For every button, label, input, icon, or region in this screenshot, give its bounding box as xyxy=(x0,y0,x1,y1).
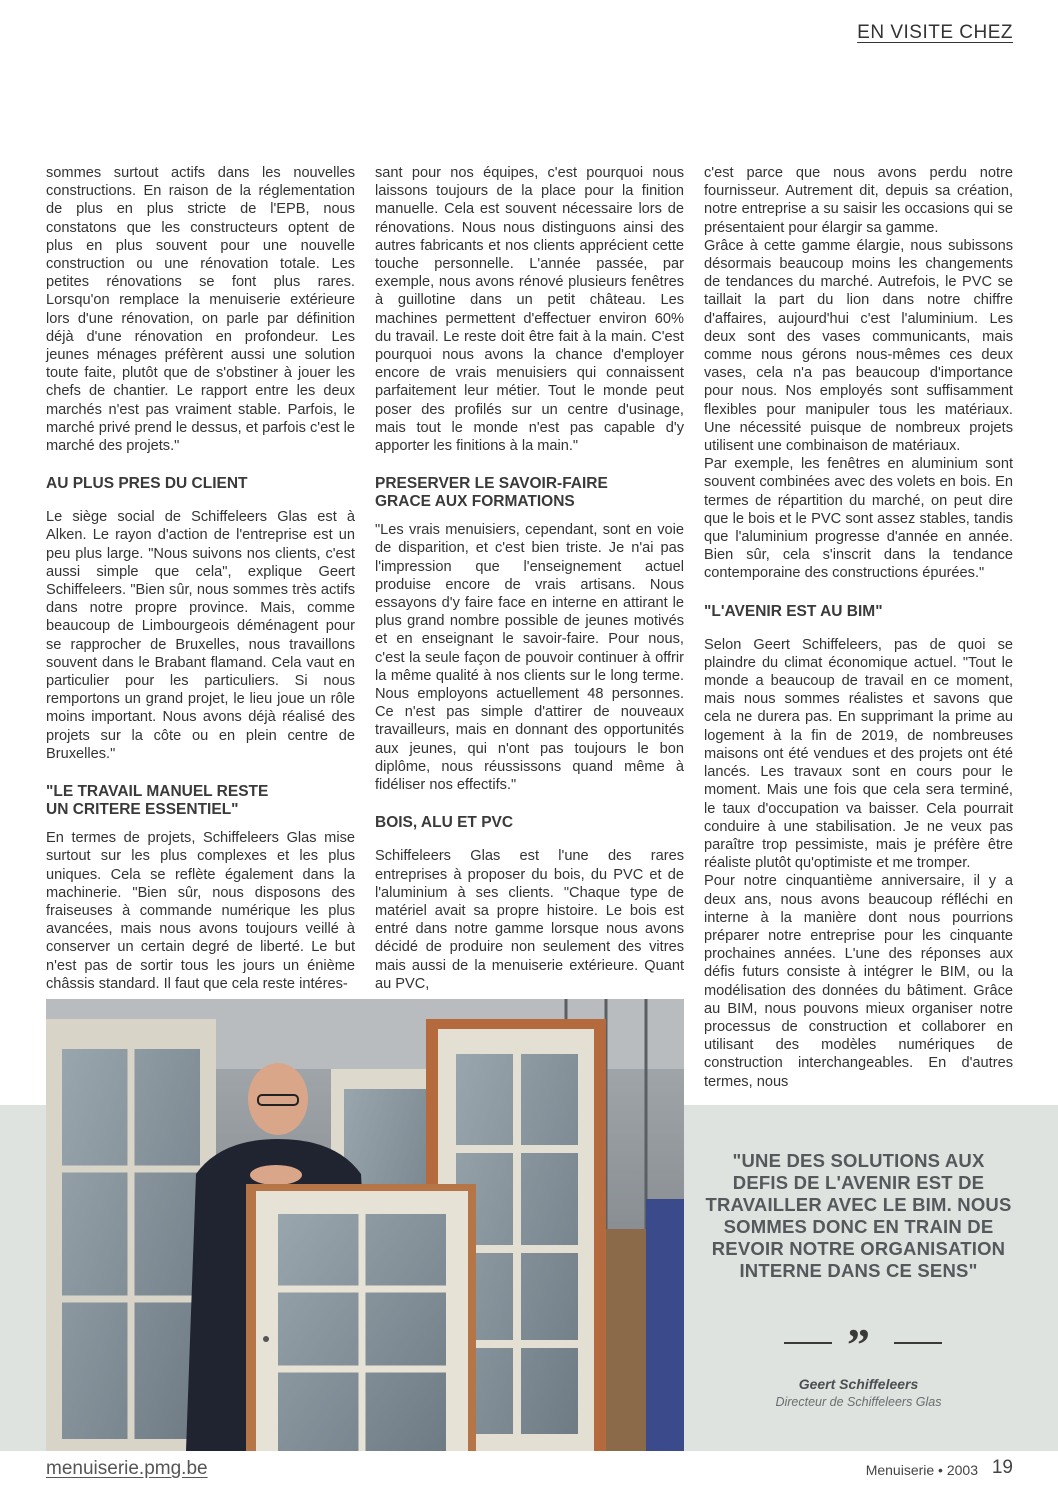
footer-issue-label: Menuiserie • 2003 xyxy=(865,1462,978,1478)
paragraph: sommes surtout actifs dans les nouvelles constructions. En raison de la réglementation de plus en plus stricte de l'EPB, nous constatons que les constructeurs optent de plus en plus souvent pour une nouvelle construction ou une rénovation totale. Les petites rénovations se font plus rares. Lorsqu'on remplace la menuiserie extérieure lors d'une rénovation, on parle par définition déjà d'une rénovation en profondeur. Les jeunes ménages préfèrent aussi une solution toute faite, plutôt que de s'obstiner à jouer les chefs de chantier. Le rapport entre les deux marchés n'est pas vraiment stable. Parfois, le marché privé prend le dessus, et parfois c'est le marché des projets." xyxy=(46,165,355,455)
paragraph: Selon Geert Schiffeleers, pas de quoi se plaindre du climat économique actuel. "Tout le monde a beaucoup de travail en ce moment, mais nous sommes réalistes et savons que cela ne durera pas. En supprimant la prime au logement à la fin de 2019, de nombreuses maisons ont été vendues et des projets ont été lancés. Les travaux sont en cours pour le moment. Mais une fois que cela sera terminé, le taux d'occupation va baisser. Cela pourrait conduire à une stabilisation. Je ne veux pas paraître trop pessimiste, mais je préfère être réaliste plutôt qu'optimiste et me tromper. xyxy=(704,636,1013,872)
paragraph: Pour notre cinquantième anniversaire, il y a deux ans, nous avons beaucoup réfléchi en interne à la manière dont nous pourrions préparer notre entreprise pour les cinquante prochaines années. L'une des réponses aux défis futurs consiste à intégrer le BIM, ou la modélisation des données du bâtiment. Grâce au BIM, nous pouvons mieux organiser notre processus de construction et collaborer en utilisant des modèles numériques de construction interchangeables. En d'autres termes, nous xyxy=(704,873,1013,1090)
subheading-bois-alu-pvc: BOIS, ALU ET PVC xyxy=(375,814,514,832)
pull-quote-text: "UNE DES SOLUTIONS AUX DEFIS DE L'AVENIR EST DE TRAVAILLER AVEC LE BIM. NOUS SOMMES DONC EN TRAIN DE REVOIR NOTRE ORGANISATION INTERNE DANS CE SENS" xyxy=(705,1150,1012,1281)
article-photo xyxy=(46,999,684,1451)
quote-author-role: Directeur de Schiffeleers Glas xyxy=(775,1395,942,1409)
paragraph: sant pour nos équipes, c'est pourquoi nous laissons toujours de la place pour la finition manuelle. Cela est souvent nécessaire lors de rénovations. Nous nous distinguons ainsi des autres fabricants et nos clients apprécient cette touche personnelle. L'année passée, par exemple, nous avons rénové plusieurs fenêtres à guillotine dans un petit château. Les machines permettent d'effectuer environ 60% du travail. Le reste doit être fait à la main. C'est pourquoi nous avons la chance d'employer encore de vrais menuisiers qui connaissent parfaitement leur métier. Tout le monde peut poser des profilés sur un centre d'usinage, mais tout le monde n'est pas capable d'y apporter les finitions à la main." xyxy=(375,165,684,455)
subheading-line: GRACE AUX FORMATIONS xyxy=(375,493,575,511)
paragraph: En termes de projets, Schiffeleers Glas mise surtout sur les plus complexes et les plus uniques. Cela se reflète également dans la machinerie. "Bien sûr, nous disposons des fraiseuses à commande numérique les plus avancées, mais nous avons toujours veillé à conserver un certain degré de liberté. Le but n'est pas de sortir tous les jours un énième châssis standard. Il faut que cela reste intéres- xyxy=(46,830,355,992)
subheading-travail-manuel xyxy=(46,783,355,819)
paragraph: Par exemple, les fenêtres en aluminium sont souvent combinées avec des volets en bois. En termes de répartition du marché, on peut dire que le bois et le PVC sont assez stables, tandis que l'aluminium progresse d'année en année. Bien sûr, cela s'inscrit dans la tendance contemporaine des constructions épurées." xyxy=(704,456,1013,582)
pull-quote xyxy=(704,1150,1013,1282)
page-number: 19 xyxy=(991,1457,1013,1478)
subheading-au-plus-pres: AU PLUS PRES DU CLIENT xyxy=(46,475,248,493)
subheading-line: "LE TRAVAIL MANUEL RESTE xyxy=(46,783,269,801)
quote-divider xyxy=(784,1319,942,1370)
article-column-3 xyxy=(704,164,1013,1091)
subheading-savoir-faire xyxy=(375,475,684,511)
subheading-line: PRESERVER LE SAVOIR-FAIRE xyxy=(375,475,608,493)
section-label: EN VISITE CHEZ xyxy=(857,22,1013,43)
paragraph: Grâce à cette gamme élargie, nous subissons désormais beaucoup moins les changements de tendances du marché. Autrefois, le PVC se taillait la part du lion dans notre chiffre d'affaires, aujourd'hui c'est l'aluminium. Les deux sont des vases communicants, mais comme nous gérons nous-mêmes ces deux vases, cela n'a pas beaucoup d'importance pour nous. Nos employés sont suffisamment flexibles pour manipuler tous les matériaux. Une nécessité puisque de nombreux projets utilisent une combinaison de matériaux. xyxy=(704,237,1013,455)
subheading-line: UN CRITERE ESSENTIEL" xyxy=(46,801,239,819)
quote-divider-line xyxy=(784,1342,832,1344)
paragraph: c'est parce que nous avons perdu notre fournisseur. Autrement dit, depuis sa création, notre entreprise a su saisir les occasions qui se présentaient pour élargir sa gamme. xyxy=(704,165,1013,236)
footer-website-link[interactable]: menuiserie.pmg.be xyxy=(46,1458,208,1479)
paragraph: Schiffeleers Glas est l'une des rares entreprises à proposer du bois, du PVC et de l'aluminium à ses clients. "Chaque type de matériel avait sa propre histoire. Le bois est entré dans notre gamme lorsque nous avons décidé de produire non seulement des vitres mais aussi de la menuiserie extérieure. Quant au PVC, xyxy=(375,848,684,992)
subheading-avenir-bim: "L'AVENIR EST AU BIM" xyxy=(704,602,883,620)
quote-mark-icon: ” xyxy=(847,1319,870,1370)
quote-divider-line xyxy=(894,1342,942,1344)
quote-author: Geert Schiffeleers xyxy=(798,1376,919,1392)
article-column-1 xyxy=(46,164,355,993)
paragraph: Le siège social de Schiffeleers Glas est à Alken. Le rayon d'action de l'entreprise est un peu plus large. "Nous suivons nos clients, c'est aussi simple que cela", explique Geert Schiffeleers. "Bien sûr, nous sommes très actifs dans notre propre province. Mais, comme beaucoup de Limbourgeois déménagent pour se rapprocher de Bruxelles, nous travaillons souvent dans le Brabant flamand. Cela vaut en particulier pour les particuliers. Si nous remportons un grand projet, le lieu joue un rôle moins important. Nous avons déjà réalisé des projets sur la côte ou en plein centre de Bruxelles." xyxy=(46,509,355,762)
workshop-photo-illustration xyxy=(46,999,684,1451)
paragraph: "Les vrais menuisiers, cependant, sont en voie de disparition, et c'est bien triste. Je n'ai pas l'impression que l'enseignement actuel produise encore de vrais artisans. Nous essayons d'y faire face en interne en attirant le plus grand nombre possible de jeunes motivés et en enseignant le savoir-faire. Pour nous, c'est la seule façon de pouvoir continuer à offrir la même qualité à nos clients sur le long terme. Nous employons actuellement 48 personnes. Ce n'est pas simple d'attirer de nouveaux travailleurs, mais en donnant des opportunités aux jeunes, qui n'ont pas toujours le bon diplôme, nous réussissons quand même à fidéliser nos effectifs." xyxy=(375,522,684,794)
article-column-2 xyxy=(375,164,684,993)
